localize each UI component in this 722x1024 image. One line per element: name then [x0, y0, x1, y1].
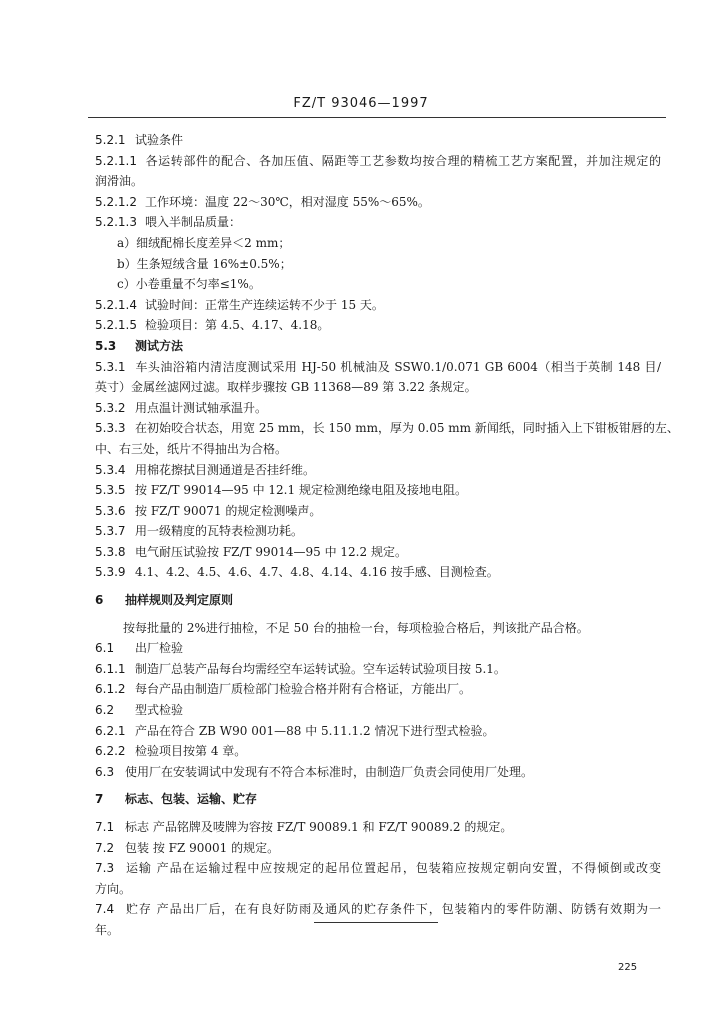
clause-number: 7.2: [95, 840, 115, 855]
clause-text: 贮存 产品出厂后，在有良好防雨及通风的贮存条件下，包装箱内的零件防潮、防锈有效期为一: [125, 902, 661, 917]
section-heading: 型式检验: [135, 703, 184, 718]
line-6-2-1: [95, 721, 661, 742]
line-6-1: [95, 638, 661, 659]
clause-number: 5.2.1.4: [95, 297, 137, 312]
clause-text: 4.1、4.2、4.5、4.6、4.7、4.8、4.14、4.16 按手感、目测检查。: [135, 565, 499, 580]
line-continuation: [95, 377, 661, 398]
clause-text: 按每批量的 2%进行抽检，不足 50 台的抽检一台，每项检验合格后，判该批产品合格。: [123, 620, 589, 635]
heading-7: [95, 789, 661, 810]
list-item-a: [95, 233, 661, 254]
list-item-c: [95, 274, 661, 295]
chapter-number: 7: [95, 792, 104, 807]
header-rule: [88, 117, 666, 118]
page-number: 225: [618, 962, 638, 973]
section-heading: 测试方法: [135, 338, 184, 353]
clause-number: 5.3.1: [95, 359, 126, 374]
clause-text: 方向。: [95, 881, 132, 896]
line-6-1-1: [95, 659, 661, 680]
document-body: [95, 130, 679, 941]
list-item-text: c）小卷重量不匀率≤1%。: [117, 277, 261, 292]
clause-text: 中、右三处，纸片不得抽出为合格。: [95, 441, 288, 456]
clause-number: 6.1.2: [95, 682, 126, 697]
list-item-text: b）生条短绒含量 16%±0.5%；: [117, 256, 292, 271]
chapter-heading: 标志、包装、运输、贮存: [125, 792, 258, 807]
clause-number: 7.3: [95, 861, 115, 876]
clause-text: 制造厂总装产品每台均需经空车运转试验。空车运转试验项目按 5.1。: [135, 661, 506, 676]
line-7-1: [95, 817, 661, 838]
clause-text: 按 FZ/T 99014—95 中 12.1 规定检测绝缘电阻及接地电阻。: [135, 483, 467, 498]
line-5-3-9: [95, 562, 661, 583]
clause-text: 年。: [95, 922, 120, 937]
line-6-3: [95, 762, 661, 783]
line-continuation: [95, 879, 661, 900]
line-5-2-1-5: [95, 315, 661, 336]
list-item-b: [95, 254, 661, 275]
list-item-text: a）细绒配棉长度差异＜2 mm；: [117, 235, 291, 250]
line-7-3: [95, 858, 661, 879]
line-5-2-1-3: [95, 212, 661, 233]
line-5-3-7: [95, 521, 661, 542]
clause-number: 5.2.1.1: [95, 153, 137, 168]
clause-number: 7.4: [95, 902, 115, 917]
clause-number: 5.3.9: [95, 565, 126, 580]
line-continuation: [95, 920, 661, 941]
clause-text: 检验项目：第 4.5、4.17、4.18。: [145, 318, 330, 333]
line-6-2-2: [95, 741, 661, 762]
line-5-3-8: [95, 542, 661, 563]
line-continuation: [95, 171, 661, 192]
line-5-3-3: [95, 418, 679, 439]
line-6-2: [95, 700, 661, 721]
clause-text: 用点温计测试轴承温升。: [135, 400, 268, 415]
clause-text: 工作环境：温度 22～30℃，相对湿度 55%～65%。: [145, 194, 430, 209]
clause-text: 试验时间：正常生产连续运转不少于 15 天。: [145, 297, 384, 312]
line-6-intro: [95, 618, 661, 639]
clause-text: 标志 产品铭牌及唛牌为容按 FZ/T 90089.1 和 FZ/T 90089.2 的规定。: [125, 820, 513, 834]
clause-text: 产品在符合 ZB W90 001—88 中 5.11.1.2 情况下进行型式检验。: [135, 723, 495, 738]
clause-number: 6.2.1: [95, 723, 126, 738]
standard-code-header: FZ/T 93046—1997: [293, 96, 429, 111]
end-rule: [314, 922, 438, 923]
clause-number: 7.1: [95, 820, 115, 834]
line-5-3-1: [95, 357, 661, 378]
clause-text: 润滑油。: [95, 174, 144, 189]
line-7-2: [95, 838, 661, 859]
heading-6: [95, 590, 661, 611]
line-5-3-5: [95, 480, 661, 501]
clause-text: 电气耐压试验按 FZ/T 99014—95 中 12.2 规定。: [135, 544, 407, 559]
clause-text: 按 FZ/T 90071 的规定检测噪声。: [135, 503, 322, 518]
clause-number: 5.2.1: [95, 133, 126, 147]
line-continuation: [95, 439, 661, 460]
clause-number: 5.3.6: [95, 503, 126, 518]
clause-text: 喂入半制品质量：: [145, 215, 242, 230]
clause-text: 英寸）金属丝滤网过滤。取样步骤按 GB 11368—89 第 3.22 条规定。: [95, 380, 477, 395]
clause-text: 每台产品由制造厂质检部门检验合格并附有合格证，方能出厂。: [135, 682, 472, 697]
clause-text: 使用厂在安装调试中发现有不符合本标准时，由制造厂负责会同使用厂处理。: [125, 764, 534, 779]
clause-text: 各运转部件的配合、各加压值、隔距等工艺参数均按合理的精梳工艺方案配置，并加注规定的: [145, 153, 661, 168]
clause-text: 试验条件: [135, 133, 184, 147]
line-5-2-1-1: [95, 151, 661, 172]
line-5-2-1-4: [95, 295, 661, 316]
clause-number: 5.2.1.3: [95, 215, 137, 230]
clause-number: 5.2.1.5: [95, 318, 137, 333]
clause-number: 5.3.7: [95, 524, 126, 539]
clause-number: 6.2: [95, 703, 115, 718]
clause-number: 5.3.4: [95, 462, 126, 477]
clause-text: 车头油浴箱内清洁度测试采用 HJ-50 机械油及 SSW0.1/0.071 GB 6004（相当于英制 148 目/: [135, 359, 661, 374]
line-7-4: [95, 899, 661, 920]
line-5-3-6: [95, 501, 661, 522]
clause-number: 5.3.3: [95, 421, 126, 436]
clause-number: 6.1.1: [95, 661, 126, 676]
clause-text: 在初始咬合状态，用宽 25 mm，长 150 mm，厚为 0.05 mm 新闻纸，同时插入上下钳板钳唇的左、: [135, 421, 679, 436]
line-5-2-1-2: [95, 192, 661, 213]
clause-text: 检验项目按第 4 章。: [135, 744, 247, 759]
clause-number: 5.2.1.2: [95, 194, 137, 209]
clause-number: 6.3: [95, 764, 115, 779]
clause-text: 用一级精度的瓦特表检测功耗。: [135, 524, 304, 539]
clause-number: 5.3.5: [95, 483, 126, 498]
line-6-1-2: [95, 679, 661, 700]
clause-text: 用棉花擦拭目测通道是否挂纤维。: [135, 462, 316, 477]
chapter-number: 6: [95, 593, 104, 608]
line-5-3-4: [95, 460, 661, 481]
clause-number: 5.3.2: [95, 400, 126, 415]
line-5-2-1: [95, 130, 661, 151]
clause-text: 运输 产品在运输过程中应按规定的起吊位置起吊，包装箱应按规定朝向安置，不得倾倒或改变: [125, 861, 661, 876]
clause-number: 6.1: [95, 641, 115, 656]
line-5-3-2: [95, 398, 661, 419]
clause-number: 5.3: [95, 338, 117, 353]
clause-number: 5.3.8: [95, 544, 126, 559]
clause-number: 6.2.2: [95, 744, 126, 759]
line-5-3: [95, 336, 661, 357]
clause-text: 包装 按 FZ 90001 的规定。: [125, 840, 280, 855]
chapter-heading: 抽样规则及判定原则: [125, 593, 234, 608]
section-heading: 出厂检验: [135, 641, 184, 656]
